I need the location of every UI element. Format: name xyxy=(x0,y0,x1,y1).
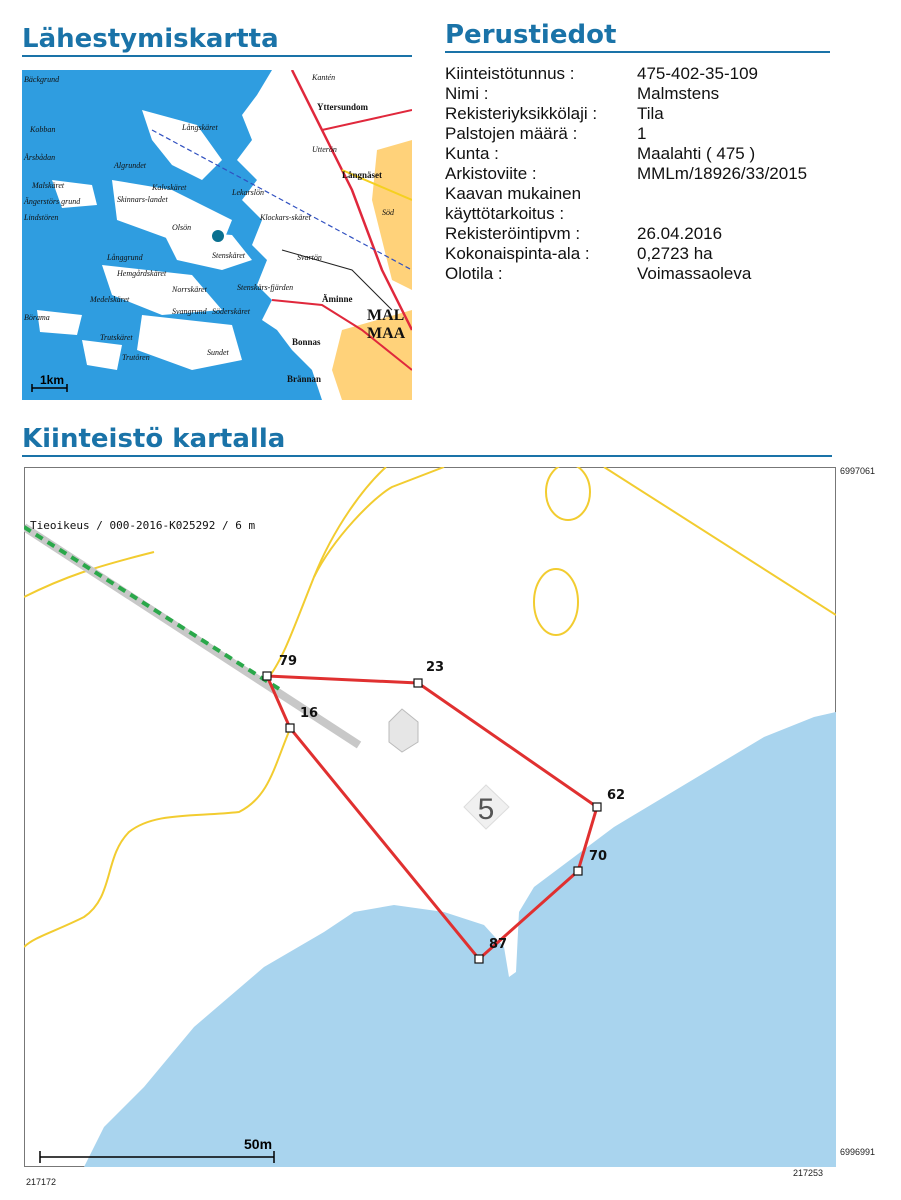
place-name-label: Algrundet xyxy=(114,161,146,170)
place-name-label: Årsbådan xyxy=(24,153,56,162)
info-row-parcel-count xyxy=(445,124,865,144)
boundary-point-70 xyxy=(574,867,582,875)
info-row-registration-date xyxy=(445,224,865,244)
overview-map xyxy=(22,70,412,400)
place-name-label: MAA xyxy=(367,325,406,342)
info-row-archive-ref xyxy=(445,164,865,184)
place-name-label: Söderskäret xyxy=(212,307,250,316)
place-name-label: Bäckgrund xyxy=(24,75,60,84)
coord-north-bottom: 6996991 xyxy=(840,1147,876,1157)
basic-info-title: Perustiedot xyxy=(445,20,617,50)
place-name-label: Äminne xyxy=(322,294,353,304)
info-value: Maalahti ( 475 ) xyxy=(637,144,756,163)
boundary-point-23 xyxy=(414,679,422,687)
overview-map-graphic xyxy=(22,70,412,400)
overview-map-title: Lähestymiskartta xyxy=(22,24,279,54)
property-location-marker xyxy=(212,230,224,242)
info-row-property-id xyxy=(445,64,865,84)
parcel-map-graphic xyxy=(24,467,836,1167)
place-name-label: Lekarslön xyxy=(232,188,264,197)
place-name-label: Brännan xyxy=(287,374,322,384)
place-name-label: Långgrund xyxy=(107,253,143,262)
point-label-62: 62 xyxy=(607,788,626,803)
point-label-70: 70 xyxy=(589,849,608,864)
place-name-label: Kalvskäret xyxy=(152,183,187,192)
place-name-label: Lindstören xyxy=(24,213,59,222)
info-label: Rekisteröintipvm : xyxy=(445,224,581,243)
basic-info-table xyxy=(445,64,865,284)
place-name-label: Malskäret xyxy=(32,181,65,190)
coord-north-top: 6997061 xyxy=(840,466,876,476)
info-label: Palstojen määrä : xyxy=(445,124,578,143)
info-value: 0,2723 ha xyxy=(637,244,713,263)
place-name-label: Yttersundom xyxy=(317,102,368,112)
parcel-scale-label: 50m xyxy=(244,1136,273,1152)
place-name-label: Börama xyxy=(24,313,50,322)
place-name-label: Klockars-skäret xyxy=(260,213,311,222)
place-name-label: Hemgårdskäret xyxy=(117,269,167,278)
point-label-87: 87 xyxy=(489,937,508,952)
overview-title-rule xyxy=(22,55,412,57)
info-label: Kokonaispinta-ala : xyxy=(445,244,590,263)
info-value: 26.04.2016 xyxy=(637,224,723,243)
place-name-label: MAL xyxy=(367,307,405,324)
place-name-label: Kobban xyxy=(30,125,56,134)
place-name-label: Norrskäret xyxy=(172,285,207,294)
parcel-number: 5 xyxy=(477,793,495,826)
point-label-79: 79 xyxy=(279,654,298,669)
info-label: Kaavan mukainen käyttötarkoitus : xyxy=(445,184,582,223)
place-name-label: Stenskäret xyxy=(212,251,246,260)
easement-label: Tieoikeus / 000-2016-K025292 / 6 m xyxy=(30,519,256,532)
place-name-label: Ängerstörs grund xyxy=(24,197,81,206)
info-label: Olotila : xyxy=(445,264,503,283)
place-name-label: Olsön xyxy=(172,223,192,232)
place-name-label: Svartön xyxy=(297,253,322,262)
basic-info-title-rule xyxy=(445,51,830,53)
info-row-total-area xyxy=(445,244,865,264)
info-label: Kunta : xyxy=(445,144,499,163)
info-value: MMLm/18926/33/2015 xyxy=(637,164,808,183)
info-label: Rekisteriyksikkölaji : xyxy=(445,104,598,123)
place-name-label: Utterön xyxy=(312,145,337,154)
place-name-label: Medelskäret xyxy=(90,295,130,304)
boundary-point-62 xyxy=(593,803,601,811)
info-row-status xyxy=(445,264,865,284)
place-name-label: Svangrund xyxy=(172,307,207,316)
point-label-16: 16 xyxy=(300,706,319,721)
place-name-label: Bonnas xyxy=(292,337,321,347)
info-value: Tila xyxy=(637,104,664,123)
parcel-map xyxy=(24,467,836,1167)
place-name-label: Stenskärs-fjärden xyxy=(237,283,294,292)
place-name-label: Långskäret xyxy=(182,123,218,132)
place-name-label: Trutören xyxy=(122,353,150,362)
boundary-point-79 xyxy=(263,672,271,680)
parcel-map-title: Kiinteistö kartalla xyxy=(22,424,286,454)
place-name-label: Kantén xyxy=(312,73,336,82)
place-name-label: Sundet xyxy=(207,348,229,357)
place-name-label: Söd xyxy=(382,208,394,217)
info-row-municipality xyxy=(445,144,865,164)
info-value: 475-402-35-109 xyxy=(637,64,758,83)
info-value: Malmstens xyxy=(637,84,720,103)
info-row-name xyxy=(445,84,865,104)
info-label: Arkistoviite : xyxy=(445,164,537,183)
place-name-label: Långnäset xyxy=(342,170,383,180)
boundary-point-16 xyxy=(286,724,294,732)
place-name-label: Skinnars-landet xyxy=(117,195,168,204)
info-label: Nimi : xyxy=(445,84,489,103)
overview-scale-label: 1km xyxy=(40,373,65,387)
coord-east-right: 217253 xyxy=(793,1168,824,1178)
point-label-23: 23 xyxy=(426,660,445,675)
info-row-unit-type xyxy=(445,104,865,124)
info-label: Kiinteistötunnus : xyxy=(445,64,575,83)
info-row-zoning-use xyxy=(445,184,865,224)
info-value: Voimassaoleva xyxy=(637,264,752,283)
info-value: 1 xyxy=(637,124,647,143)
boundary-point-87 xyxy=(475,955,483,963)
parcel-map-title-rule xyxy=(22,455,832,457)
coord-east-left: 217172 xyxy=(26,1177,57,1187)
place-name-label: Trutskäret xyxy=(100,333,133,342)
